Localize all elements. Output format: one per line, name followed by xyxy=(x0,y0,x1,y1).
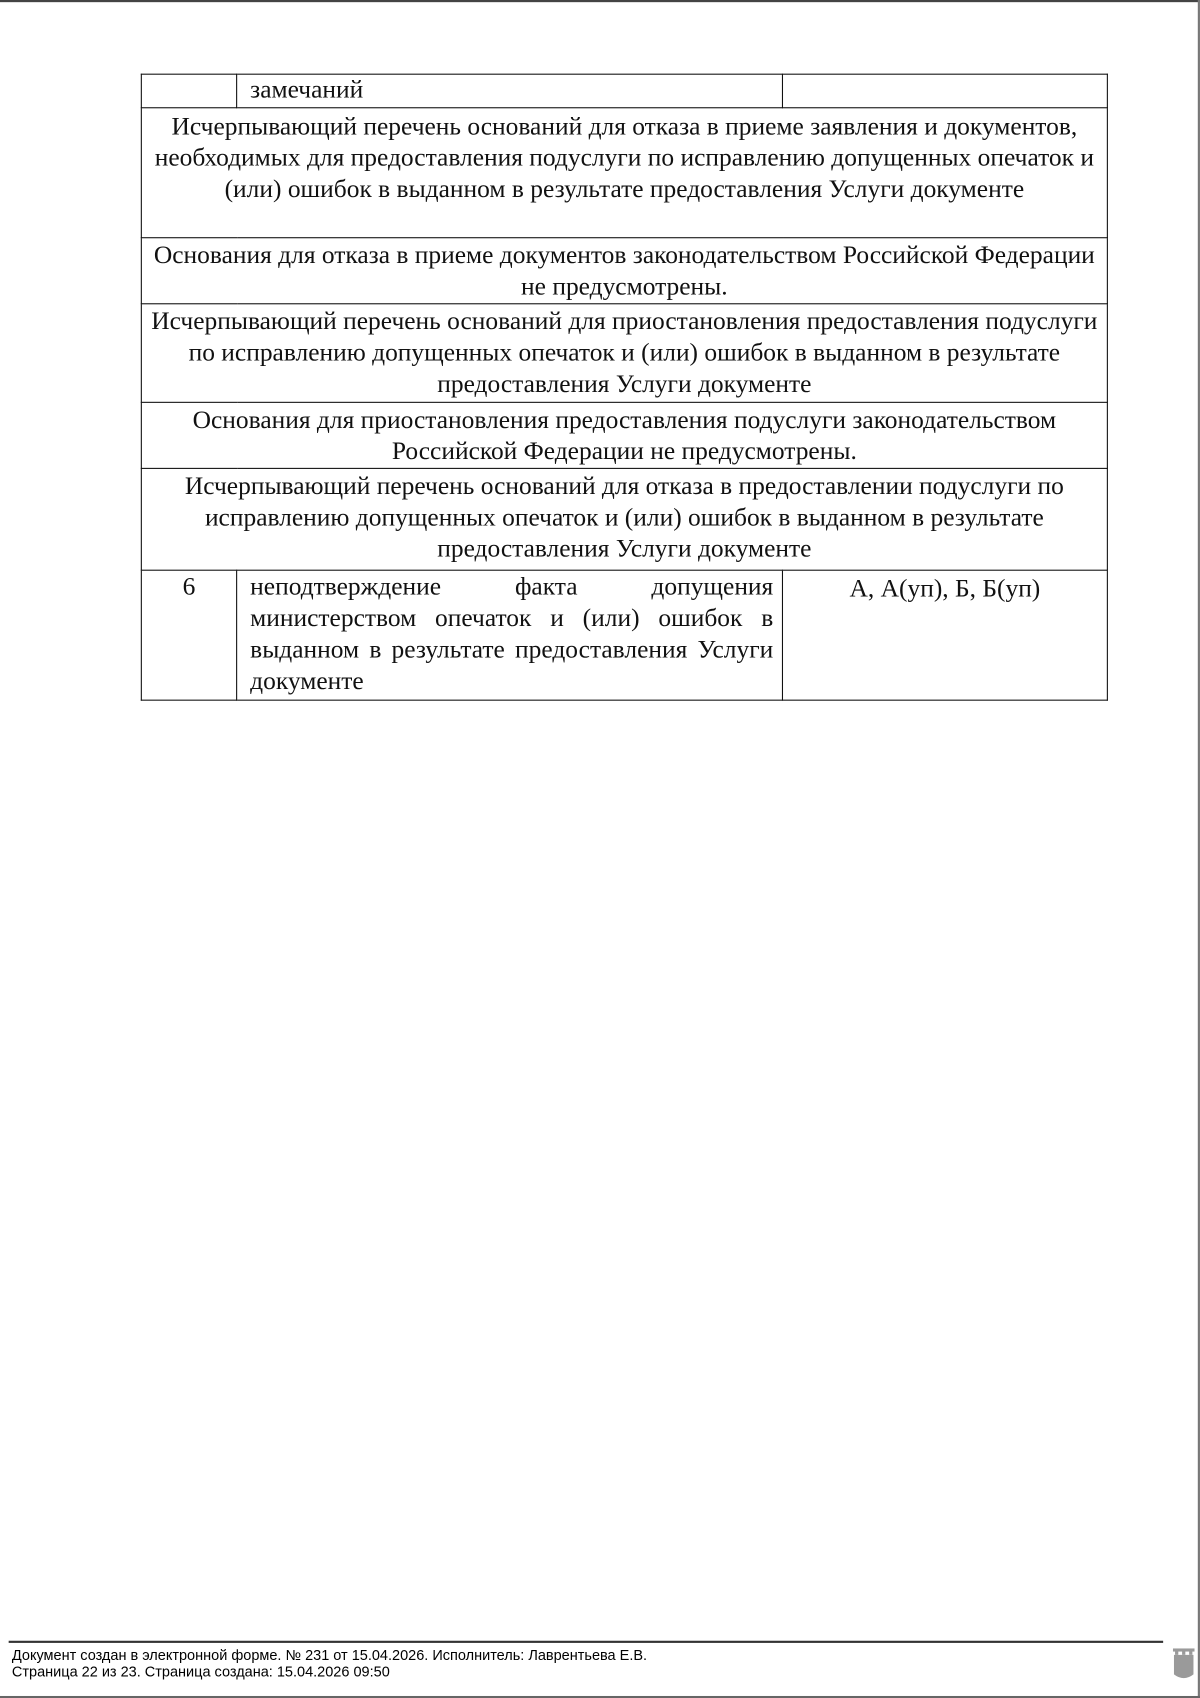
refusal-provision-header: Исчерпывающий перечень оснований для отказа в предоставлении подуслуги по исправлению допущенных опечаток и (или) ошибок в выданном в результате предоставления Услуги документе xyxy=(141,468,1107,570)
table-row-section-header xyxy=(141,108,1107,238)
refusal-reception-header: Исчерпывающий перечень оснований для отказа в приеме заявления и документов, необходимых для предоставления подуслуги по исправлению допущенных опечаток и (или) ошибок в выданном в результате предоставления Услуги документе xyxy=(141,108,1107,238)
scan-edge-top xyxy=(0,0,1200,2)
table-row-continuation xyxy=(141,74,1107,108)
footer-page-info: Страница 22 из 23. Страница создана: 15.04.2026 09:50 xyxy=(11,1663,390,1680)
table-row-item xyxy=(141,570,1107,700)
document-seal-icon xyxy=(1173,1648,1195,1680)
document-footer xyxy=(12,1647,647,1679)
footer-divider xyxy=(9,1641,1163,1643)
continuation-text: замечаний xyxy=(237,74,783,108)
grounds-table xyxy=(141,74,1108,701)
number-cell-empty xyxy=(141,74,236,108)
table-row-section-note xyxy=(141,402,1107,468)
refusal-reception-note: Основания для отказа в приеме документов законодательством Российской Федерации не предусмотрены. xyxy=(141,238,1107,304)
applicant-codes: А, А(уп), Б, Б(уп) xyxy=(782,570,1107,700)
table-row-section-note xyxy=(141,238,1107,304)
suspension-header: Исчерпывающий перечень оснований для приостановления предоставления подуслуги по исправлению допущенных опечаток и (или) ошибок в выданном в результате предоставления Услуги документе xyxy=(141,304,1107,403)
table-row-section-header xyxy=(141,468,1107,570)
table-row-section-header xyxy=(141,304,1107,403)
item-description: неподтверждение факта допущения министерством опечаток и (или) ошибок в выданном в результате предоставления Услуги документе xyxy=(237,570,783,700)
footer-document-info: Документ создан в электронной форме. № 231 от 15.04.2026. Исполнитель: Лаврентьева Е.В. xyxy=(11,1647,648,1664)
item-number: 6 xyxy=(141,570,236,700)
codes-cell-empty xyxy=(782,74,1107,108)
suspension-note: Основания для приостановления предоставления подуслуги законодательством Российской Федерации не предусмотрены. xyxy=(141,402,1107,468)
